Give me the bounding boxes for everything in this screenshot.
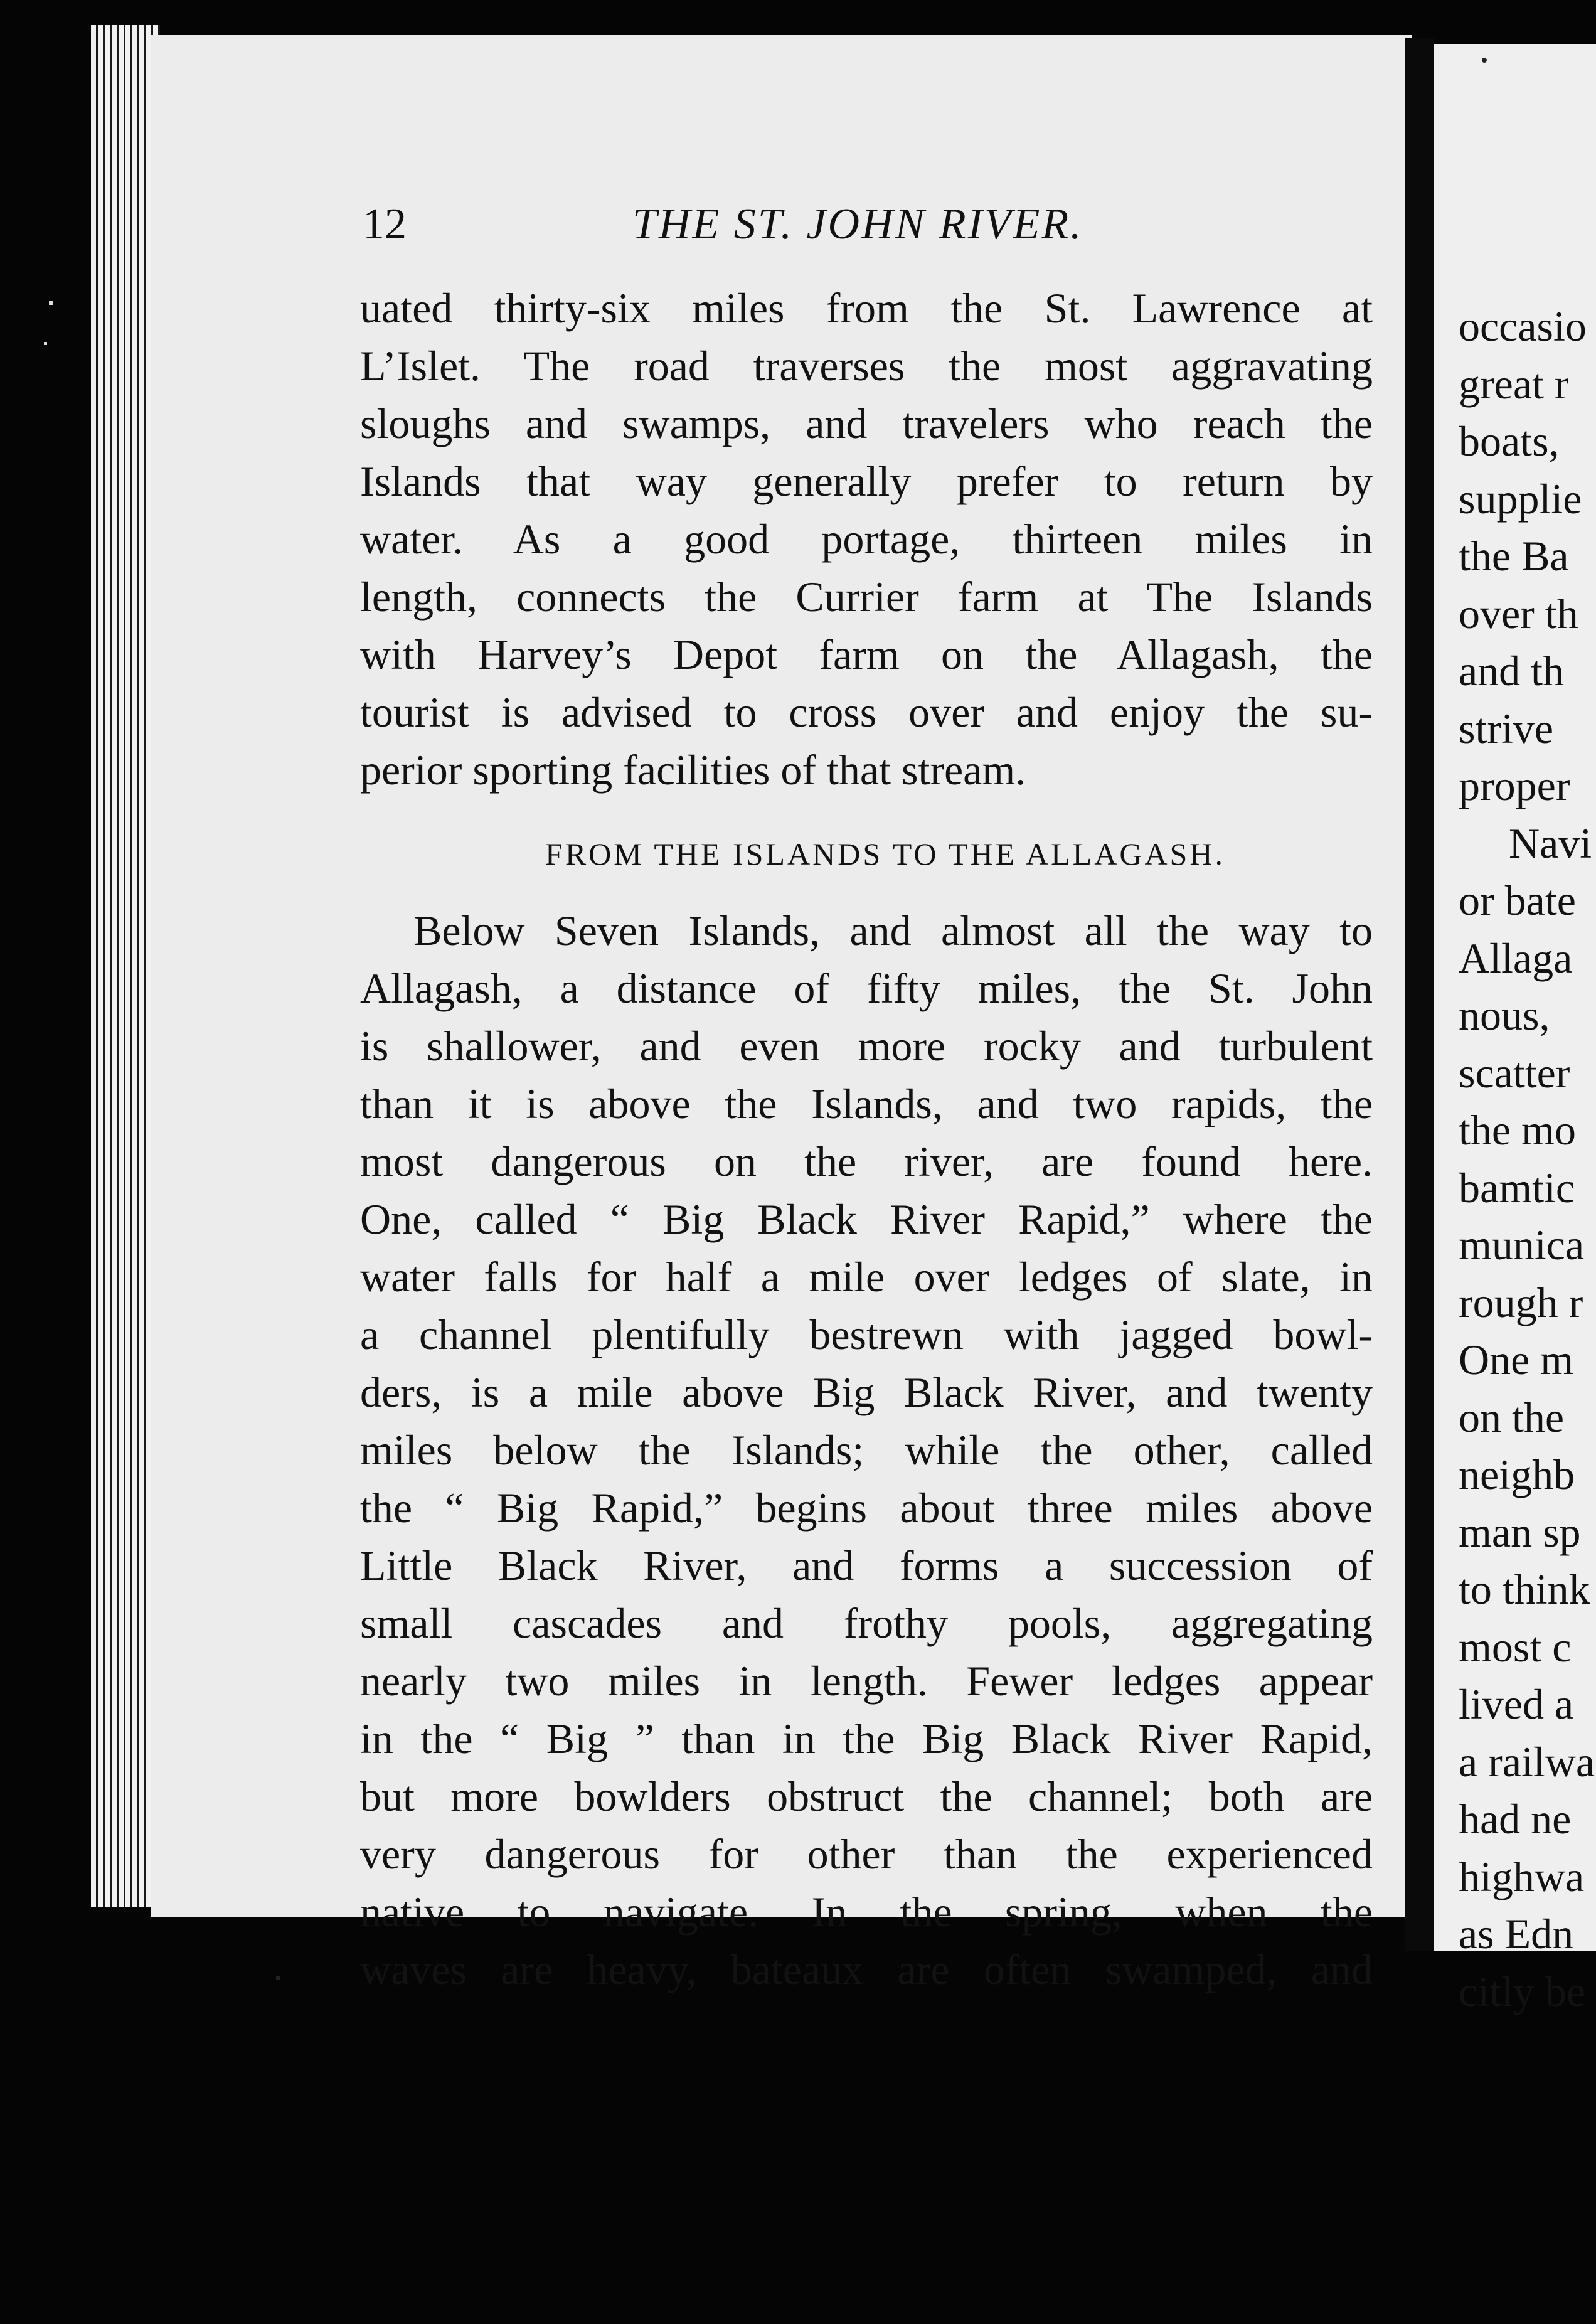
right-text-line: One m — [1459, 1336, 1574, 1383]
text-line: Below Seven Islands, and almost all the way to — [413, 907, 1373, 954]
right-text-line: neighb — [1459, 1451, 1575, 1498]
right-text-line: citly be — [1459, 1967, 1586, 2015]
text-line: sloughs and swamps, and travelers who reach the — [360, 400, 1373, 447]
text-line: Islands that way generally prefer to return by — [360, 457, 1373, 505]
right-text-line: strive — [1459, 704, 1554, 752]
page-header — [363, 200, 1373, 250]
paragraph-2 — [360, 902, 1373, 1998]
scan-speck — [49, 301, 53, 305]
section-heading: FROM THE ISLANDS TO THE ALLAGASH. — [545, 836, 1225, 872]
right-text-line: over th — [1459, 589, 1578, 637]
right-text-line: lived a — [1459, 1680, 1574, 1728]
text-line: most dangerous on the river, are found here. — [360, 1138, 1373, 1185]
text-line: but more bowlders obstruct the channel; both are — [360, 1772, 1373, 1820]
paragraph-1 — [360, 279, 1373, 799]
right-text-line: Allaga — [1459, 934, 1573, 982]
ink-dot — [1482, 58, 1487, 63]
right-text-line: man sp — [1459, 1508, 1581, 1556]
text-line: water. As a good portage, thirteen miles in — [360, 515, 1373, 563]
text-line: the “ Big Rapid,” begins about three miles above — [360, 1484, 1373, 1532]
right-text-line: boats, — [1459, 417, 1560, 465]
text-line: Little Black River, and forms a succession of — [360, 1542, 1373, 1589]
right-text-line: as Edn — [1459, 1910, 1574, 1958]
page-edges — [91, 25, 160, 1907]
right-page — [1434, 44, 1596, 2015]
right-text-line: and th — [1459, 647, 1565, 695]
body-text — [360, 279, 1373, 1998]
right-text-line: the Ba — [1459, 532, 1569, 580]
text-line: waves are heavy, bateaux are often swamped, and — [360, 1946, 1373, 1993]
text-line: length, connects the Currier farm at The Islands — [360, 573, 1373, 621]
text-line: a channel plentifully bestrewn with jagged bowl- — [360, 1311, 1373, 1358]
right-text-line: on the — [1459, 1393, 1565, 1441]
scan-speck — [44, 342, 47, 345]
right-text-line: nous, — [1459, 991, 1550, 1039]
right-text-line: munica — [1459, 1221, 1585, 1269]
right-text-line: the mo — [1459, 1106, 1576, 1154]
text-line: small cascades and frothy pools, aggregating — [360, 1599, 1373, 1647]
text-line: miles below the Islands; while the other, called — [360, 1426, 1373, 1474]
text-line: nearly two miles in length. Fewer ledges appear — [360, 1657, 1373, 1705]
text-line: perior sporting facilities of that stream. — [360, 746, 1026, 794]
text-line: One, called “ Big Black River Rapid,” where the — [360, 1195, 1373, 1243]
right-text-line: Navi — [1509, 819, 1592, 867]
page-number: 12 — [363, 200, 407, 248]
text-line: ders, is a mile above Big Black River, and twenty — [360, 1368, 1373, 1416]
text-line: than it is above the Islands, and two rapids, the — [360, 1080, 1373, 1127]
right-text-line: a railwa — [1459, 1737, 1595, 1786]
text-line: Allagash, a distance of fifty miles, the St. John — [360, 964, 1373, 1012]
right-text-line: most c — [1459, 1623, 1572, 1671]
right-text-line: bamtic — [1459, 1163, 1575, 1212]
right-text-line: had ne — [1459, 1795, 1572, 1843]
text-line: very dangerous for other than the experienced — [360, 1830, 1373, 1878]
scan-speck — [276, 1976, 280, 1980]
right-text-line: supplie — [1459, 474, 1582, 523]
right-text-line: scatter — [1459, 1048, 1570, 1097]
text-line: native to navigate. In the spring, when the — [360, 1888, 1373, 1936]
text-line: is shallower, and even more rocky and turbulent — [360, 1022, 1373, 1070]
text-line: tourist is advised to cross over and enjoy the su- — [360, 688, 1373, 736]
right-text-line: great r — [1459, 360, 1569, 408]
right-text-line: rough r — [1459, 1278, 1583, 1326]
running-head: THE ST. JOHN RIVER. — [632, 200, 1083, 248]
right-text-line: occasio — [1459, 302, 1587, 350]
right-text-line: highwa — [1459, 1852, 1585, 1900]
book-gutter — [1405, 38, 1434, 1951]
right-text-line: or bate — [1459, 877, 1576, 924]
right-text-line: proper — [1459, 762, 1570, 809]
text-line: with Harvey’s Depot farm on the Allagash, the — [360, 631, 1373, 678]
text-line: uated thirty-six miles from the St. Lawrence at — [360, 284, 1373, 332]
right-text-line: to think — [1459, 1565, 1590, 1613]
right-page-text — [1459, 298, 1595, 2020]
text-line: in the “ Big ” than in the Big Black River Rapid, — [360, 1715, 1373, 1762]
text-line: water falls for half a mile over ledges of slate, in — [360, 1253, 1373, 1301]
text-line: L’Islet. The road traverses the most aggravating — [360, 342, 1373, 390]
